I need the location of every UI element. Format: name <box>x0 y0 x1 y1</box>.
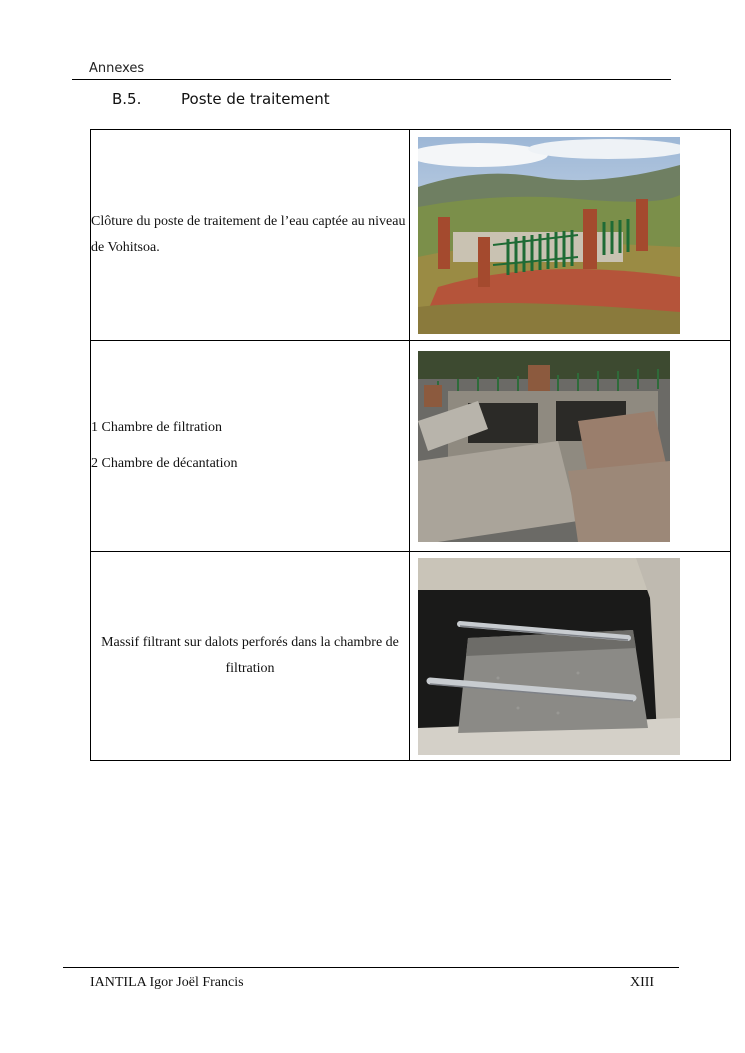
header-rule <box>72 79 671 80</box>
section-title: Poste de traitement <box>181 90 330 108</box>
fenced-treatment-station-photo <box>418 137 680 334</box>
section-number: B.5. <box>112 90 142 108</box>
footer-author: IANTILA Igor Joël Francis <box>90 975 244 990</box>
caption-text: 2 Chambre de décantation <box>91 456 238 471</box>
photo-table <box>90 129 731 761</box>
photo-cell <box>410 552 731 761</box>
page-number: XIII <box>630 975 655 990</box>
caption-text: Massif filtrant sur dalots perforés dans la chambre de filtration <box>101 635 399 676</box>
filtration-and-settling-chambers-photo <box>418 351 670 542</box>
table-row <box>91 130 731 341</box>
caption-text: 1 Chambre de filtration <box>91 420 223 435</box>
photo-cell <box>410 130 731 341</box>
table-row <box>91 552 731 761</box>
footer-rule <box>63 967 679 968</box>
caption-text: Clôture du poste de traitement de l’eau captée au niveau de Vohitsoa. <box>91 214 406 255</box>
running-header: Annexes <box>89 61 145 76</box>
caption-cell <box>91 552 410 761</box>
table-row <box>91 341 731 552</box>
filter-bed-perforated-pipes-photo <box>418 558 680 755</box>
photo-cell <box>410 341 731 552</box>
caption-cell <box>91 130 410 341</box>
caption-cell <box>91 341 410 552</box>
